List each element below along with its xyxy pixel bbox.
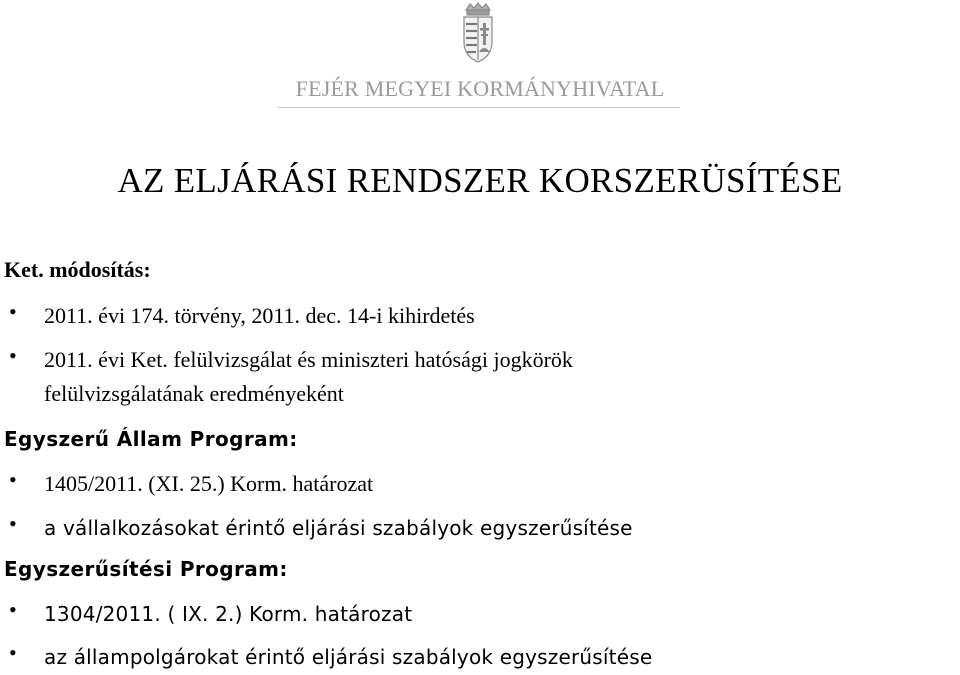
- header-divider: [278, 107, 680, 108]
- list-item-text-line-1: 2011. évi Ket. felülvizsgálat és miniszteri hatósági jogkörök: [44, 347, 573, 372]
- bullet-icon: •: [9, 467, 17, 492]
- bullet-icon: •: [9, 597, 17, 622]
- page-title: AZ ELJÁRÁSI RENDSZER KORSZERÜSÍTÉSE: [117, 161, 843, 200]
- list-item-text: az állampolgárokat érintő eljárási szabályok egyszerűsítése: [44, 645, 653, 669]
- list-item-text: 2011. évi 174. törvény, 2011. dec. 14-i kihirdetés: [44, 303, 475, 328]
- list-item-text-line-2: felülvizsgálatának eredményeként: [44, 381, 344, 406]
- coat-of-arms-icon: [458, 2, 498, 64]
- list-item-text: a vállalkozásokat érintő eljárási szabályok egyszerűsítése: [44, 516, 633, 540]
- list-item-text: 1405/2011. (XI. 25.) Korm. határozat: [44, 471, 374, 496]
- section-heading-ket: Ket. módosítás:: [4, 257, 151, 282]
- list-item-text: 1304/2011. ( IX. 2.) Korm. határozat: [44, 602, 413, 626]
- bullet-icon: •: [9, 640, 17, 665]
- section-heading-egyszeru-allam: Egyszerű Állam Program:: [4, 427, 298, 451]
- bullet-icon: •: [9, 343, 17, 368]
- section-heading-egyszerusitesi: Egyszerűsítési Program:: [4, 557, 288, 581]
- bullet-icon: •: [9, 299, 17, 324]
- bullet-icon: •: [9, 511, 17, 536]
- organization-name: FEJÉR MEGYEI KORMÁNYHIVATAL: [295, 76, 665, 101]
